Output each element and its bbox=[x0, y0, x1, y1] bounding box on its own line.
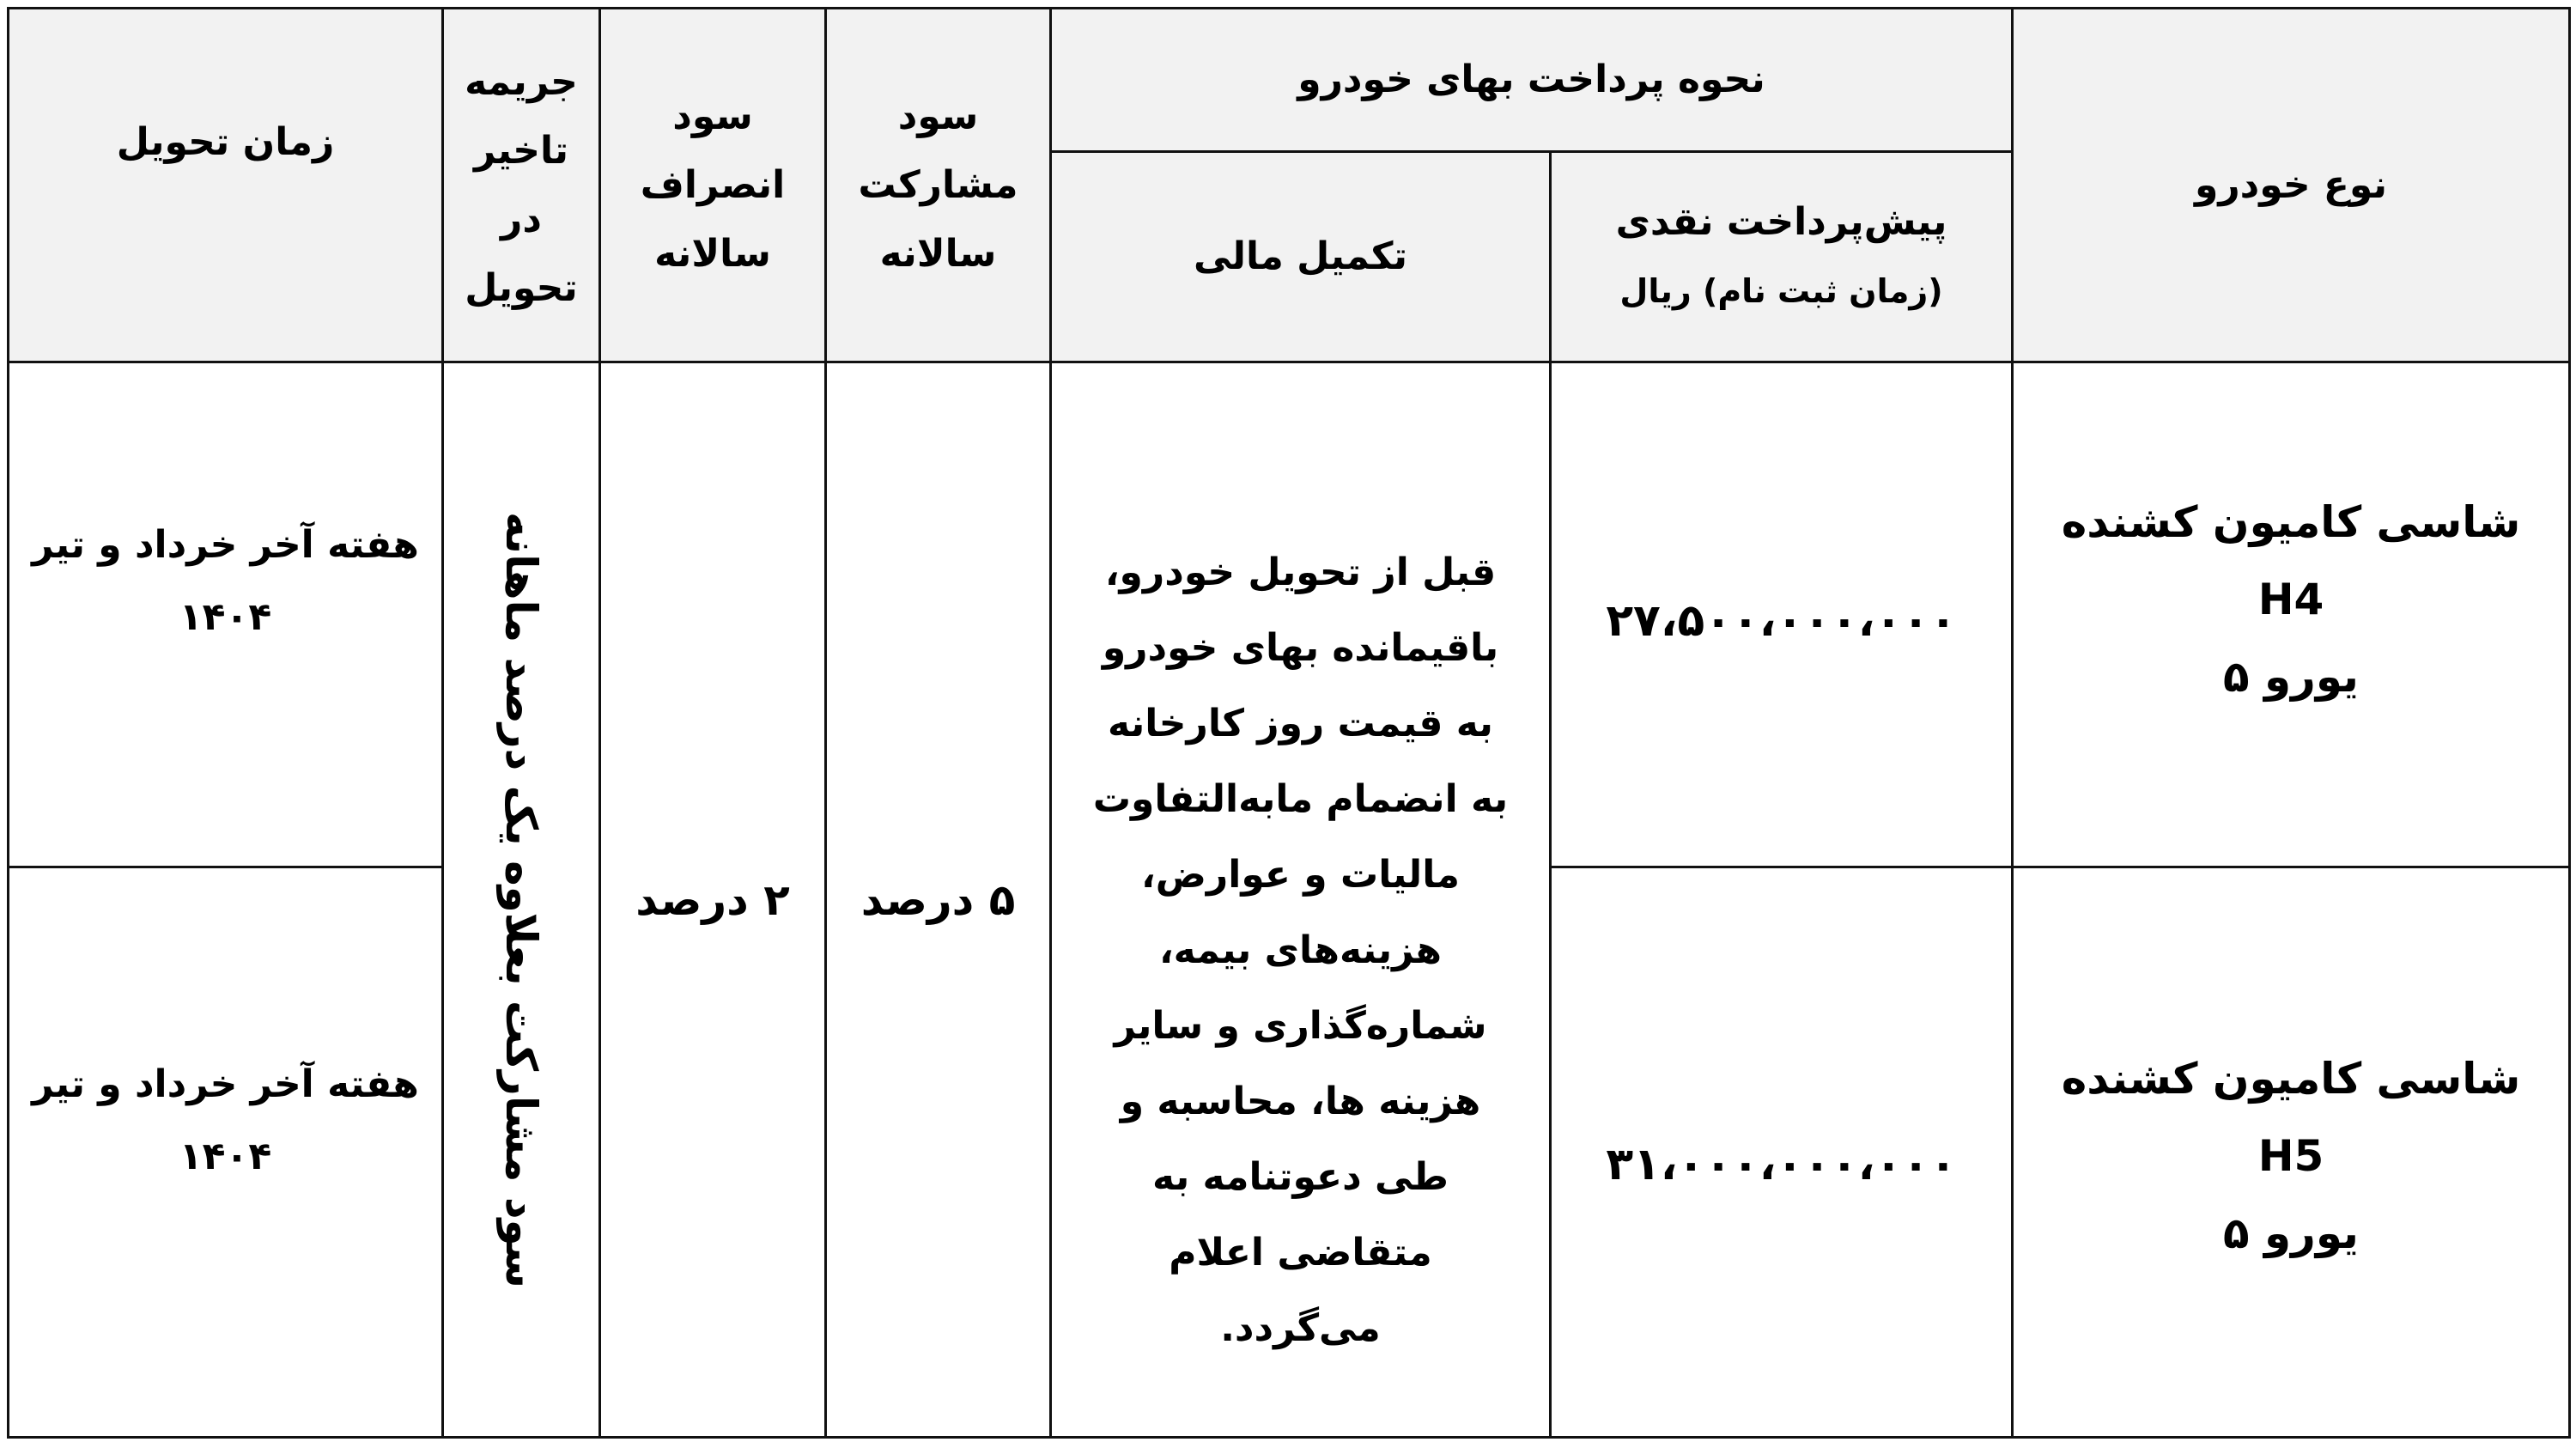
header-label: پیش‌پرداخت نقدی bbox=[1615, 200, 1947, 244]
header-vehicle-type bbox=[2011, 7, 2571, 363]
financial-completion-cell bbox=[1049, 361, 1552, 1439]
header-label: جریمه bbox=[465, 59, 578, 104]
prepayment-amount: ۲۷،۵۰۰،۰۰۰،۰۰۰ bbox=[1606, 595, 1957, 647]
partnership-profit-cell bbox=[824, 361, 1052, 1439]
delivery-year: ۱۴۰۴ bbox=[179, 1135, 272, 1178]
delivery-text: هفته آخر خرداد و تیر bbox=[32, 1062, 419, 1106]
header-payment-method bbox=[1049, 7, 2014, 153]
header-label: انصراف bbox=[640, 162, 786, 207]
vehicle-model: H5 bbox=[2257, 1131, 2324, 1181]
header-label: تاخیر bbox=[473, 128, 569, 173]
vehicle-standard: یورو ۵ bbox=[2223, 1208, 2359, 1258]
header-label: سود bbox=[897, 94, 979, 138]
header-label: تحویل bbox=[465, 265, 578, 310]
vehicle-standard: یورو ۵ bbox=[2223, 652, 2359, 702]
header-label: مشارکت bbox=[858, 162, 1018, 207]
header-delivery-time bbox=[7, 7, 444, 363]
header-label: سالانه bbox=[654, 231, 771, 276]
header-label: سالانه bbox=[879, 231, 997, 276]
vehicle-cell-h5 bbox=[2011, 866, 2571, 1439]
partnership-profit-value: ۵ درصد bbox=[860, 874, 1016, 925]
delivery-cell-h4 bbox=[7, 361, 444, 868]
header-label: نوع خودرو bbox=[2194, 162, 2388, 207]
vehicle-name: شاسی کامیون کشنده bbox=[2061, 1054, 2521, 1104]
delay-penalty-cell bbox=[441, 361, 601, 1439]
cancellation-profit-cell bbox=[598, 361, 827, 1439]
delivery-text: هفته آخر خرداد و تیر bbox=[32, 523, 419, 567]
vehicle-name: شاسی کامیون کشنده bbox=[2061, 497, 2521, 547]
header-delay-penalty bbox=[441, 7, 601, 363]
prepayment-amount: ۳۱،۰۰۰،۰۰۰،۰۰۰ bbox=[1606, 1139, 1957, 1190]
header-sublabel: (زمان ثبت نام) ریال bbox=[1619, 272, 1943, 310]
header-label: در bbox=[501, 197, 542, 241]
cancellation-profit-value: ۲ درصد bbox=[635, 874, 790, 925]
header-label: تکمیل مالی bbox=[1194, 234, 1407, 278]
header-prepayment bbox=[1549, 150, 2014, 363]
header-label: نحوه پرداخت بهای خودرو bbox=[1297, 58, 1765, 101]
header-financial-completion bbox=[1049, 150, 1552, 363]
vehicle-cell-h4 bbox=[2011, 361, 2571, 868]
delay-penalty-value: سود مشارکت بعلاوه یک درصد ماهانه bbox=[496, 511, 546, 1288]
header-label: زمان تحویل bbox=[116, 120, 335, 164]
financial-completion-text: قبل از تحویل خودرو، باقیمانده بهای خودرو به قیمت روز کارخانه به انضمام مابه‌التفاوت مالیات و عوارض، هزینه‌های بیمه، شماره‌گذاری و سایر هزینه ها، محاسبه و طی دعوتنامه به متقاضی اعلام می‌گردد. bbox=[1092, 551, 1509, 1350]
prepayment-cell-h5 bbox=[1549, 866, 2014, 1439]
prepayment-cell-h4 bbox=[1549, 361, 2014, 868]
header-partnership-profit bbox=[824, 7, 1052, 363]
delivery-year: ۱۴۰۴ bbox=[179, 595, 272, 639]
delivery-cell-h5 bbox=[7, 866, 444, 1439]
header-cancellation-profit bbox=[598, 7, 827, 363]
vehicle-model: H4 bbox=[2257, 575, 2324, 624]
header-label: سود bbox=[672, 94, 753, 138]
